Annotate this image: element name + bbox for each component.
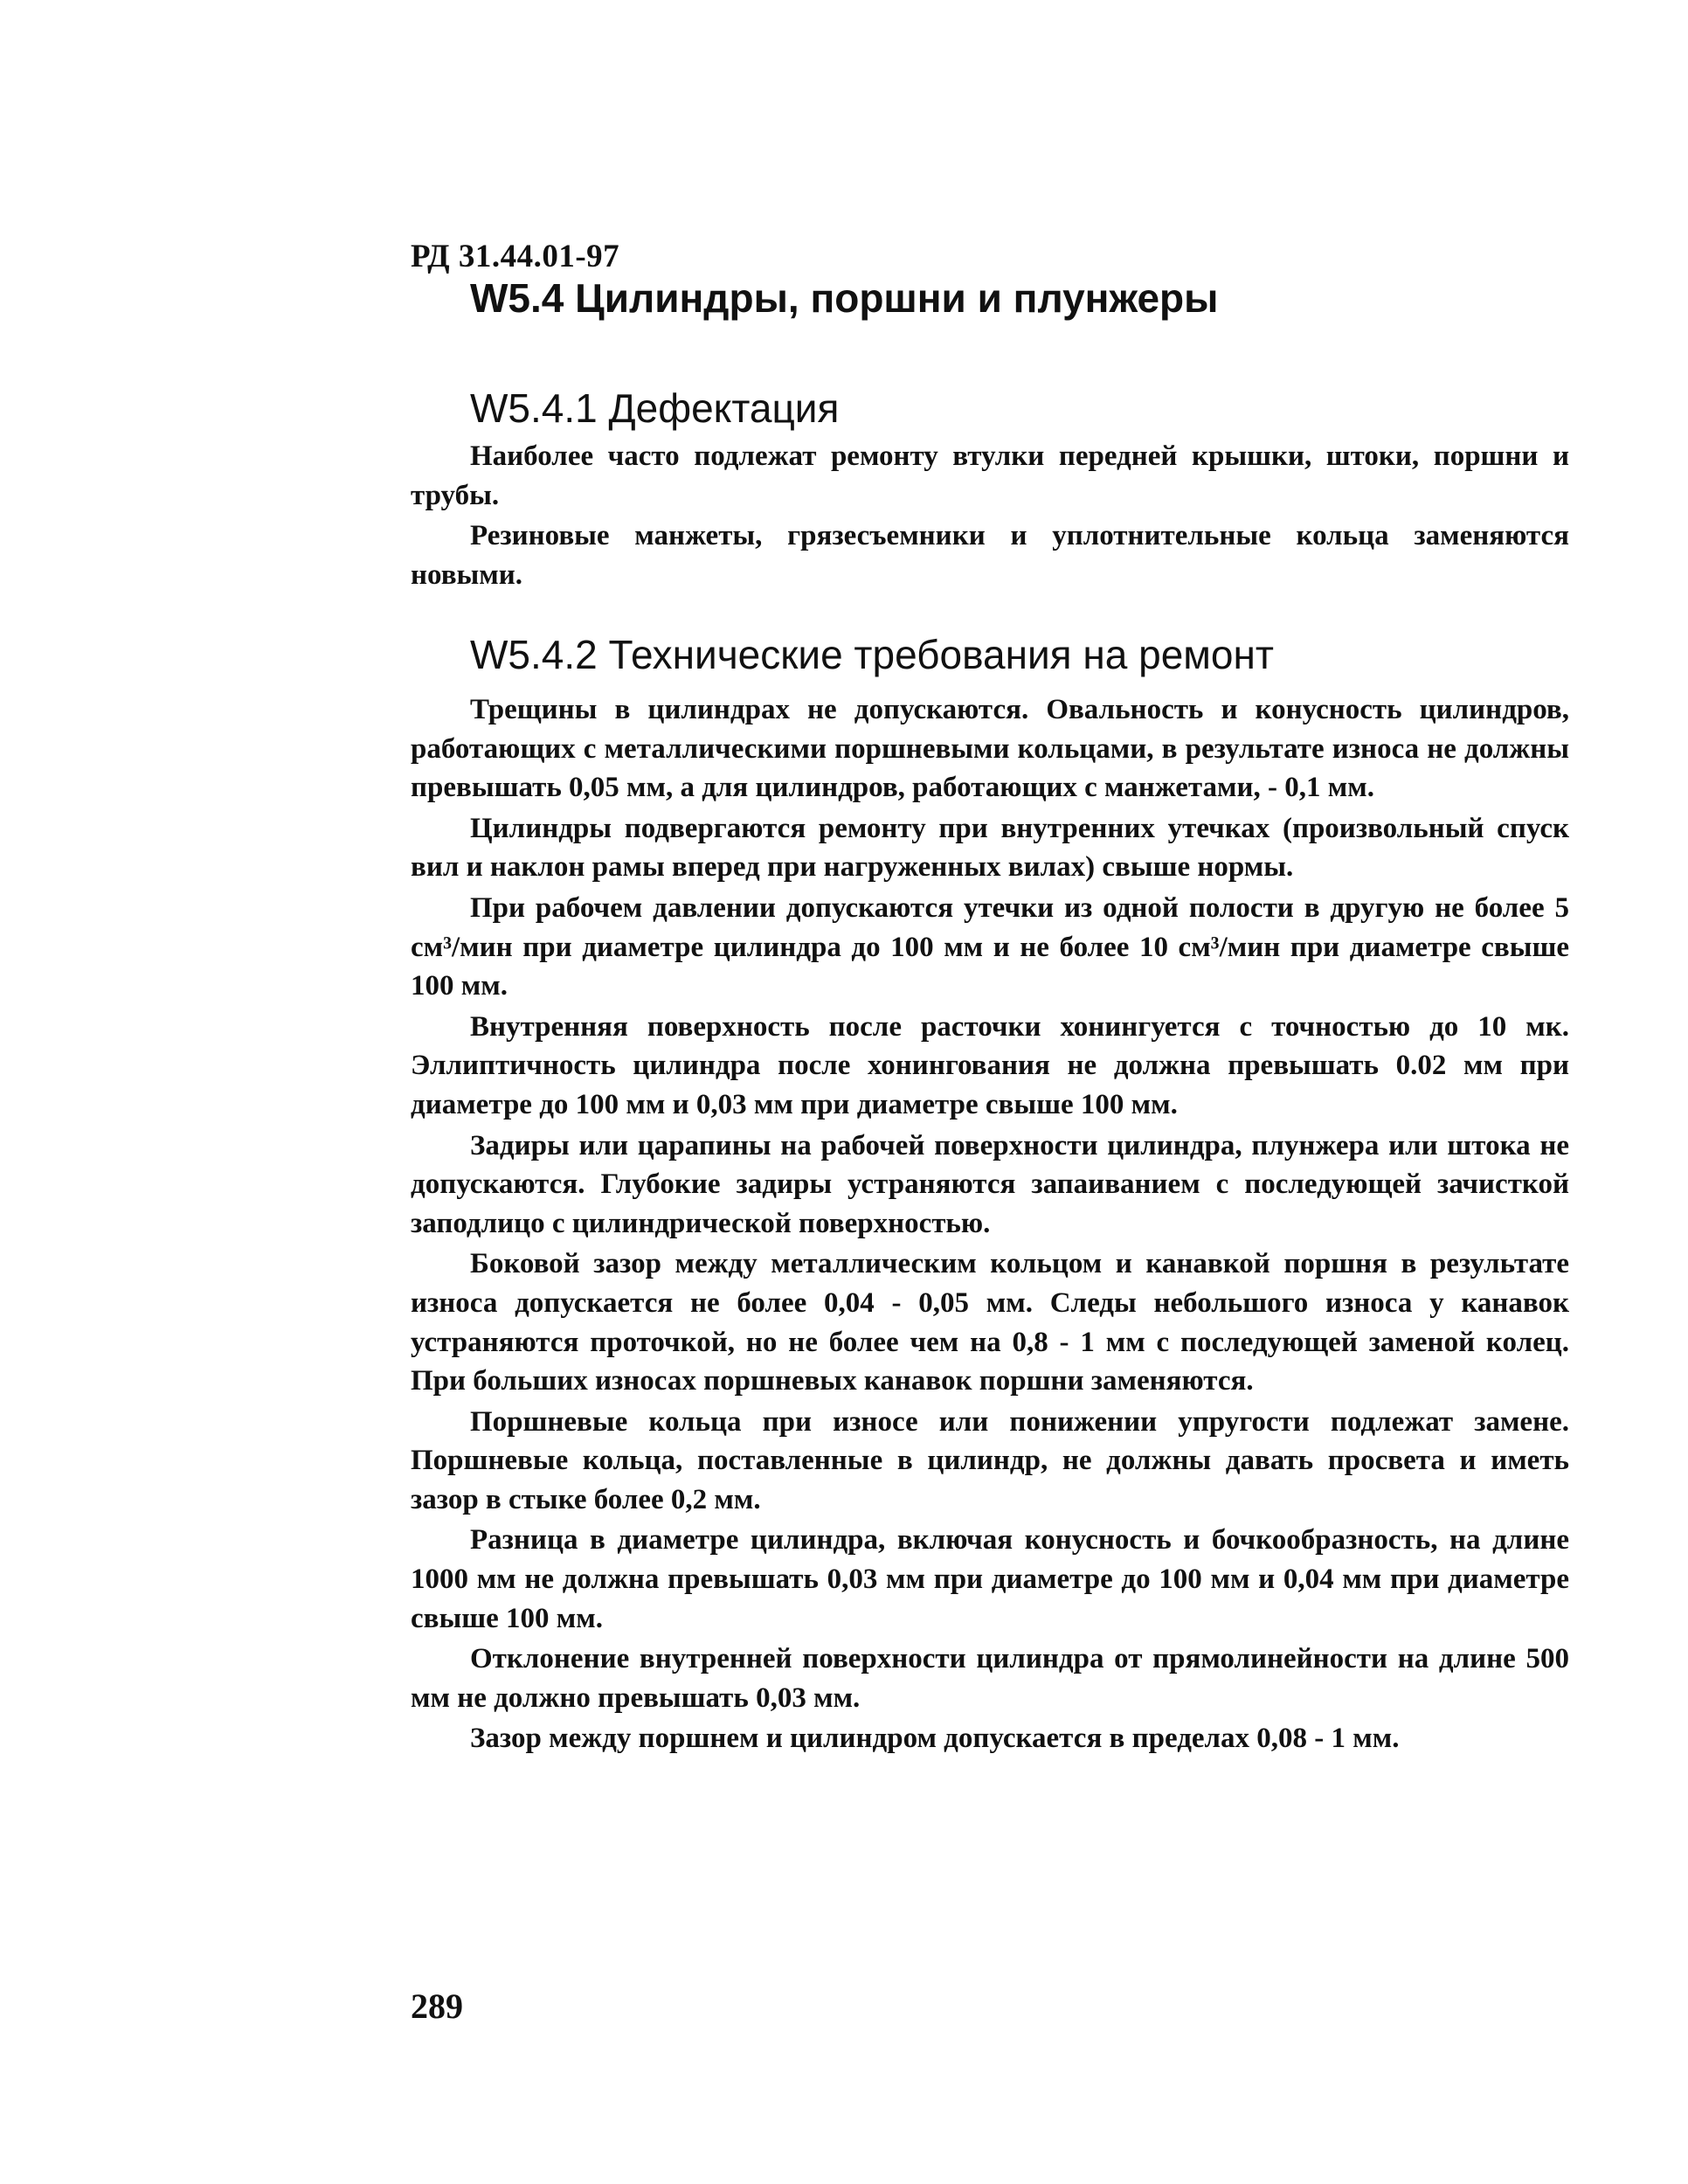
paragraph: Задиры или царапины на рабочей поверхности цилиндра, плунжера или штока не допускаются. Глубокие задиры устраняются запаиванием с последующей зачисткой заподлицо с цилиндрической поверхностью. bbox=[411, 1129, 1569, 1239]
paragraph: Цилиндры подвергаются ремонту при внутренних утечках (произвольный спуск вил и наклон рамы вперед при нагруженных вилах) свыше нормы. bbox=[411, 812, 1569, 884]
subsection-body-defect bbox=[411, 437, 1569, 596]
paragraph: Поршневые кольца при износе или понижении упругости подлежат замене. Поршневые кольца, поставленные в цилиндр, не должны давать просвета и иметь зазор в стыке более 0,2 мм. bbox=[411, 1405, 1569, 1515]
document-code: РД 31.44.01-97 bbox=[411, 239, 620, 274]
paragraph: Боковой зазор между металлическим кольцом и канавкой поршня в результате износа допускается не более 0,04 - 0,05 мм. Следы небольшого износа у канавок устраняются проточкой, но не более чем на 0,8 - 1 мм с последующей заменой колец. При больших износах поршневых канавок поршни заменяются. bbox=[411, 1248, 1569, 1397]
subsection-title-defect: W5.4.1 Дефектация bbox=[470, 385, 840, 431]
subsection-body-requirements bbox=[411, 690, 1569, 1760]
paragraph: Зазор между поршнем и цилиндром допускается в пределах 0,08 - 1 мм. bbox=[470, 1723, 1400, 1755]
paragraph: Внутренняя поверхность после расточки хонингуется с точностью до 10 мк. Эллиптичность цилиндра после хонингования не должна превышать 0.02 мм при диаметре до 100 мм и 0,03 мм при диаметре свыше 100 мм. bbox=[411, 1010, 1569, 1120]
paragraph: Резиновые манжеты, грязесъемники и уплотнительные кольца заменяются новыми. bbox=[411, 520, 1569, 591]
page-number: 289 bbox=[411, 1986, 463, 2026]
paragraph: Отклонение внутренней поверхности цилиндра от прямолинейности на длине 500 мм не должно превышать 0,03 мм. bbox=[411, 1643, 1569, 1714]
section-title: W5.4 Цилиндры, поршни и плунжеры bbox=[470, 275, 1219, 321]
subsection-title-requirements: W5.4.2 Технические требования на ремонт bbox=[470, 632, 1274, 677]
paragraph: При рабочем давлении допускаются утечки из одной полости в другую не более 5 см³/мин при диаметре цилиндра до 100 мм и не более 10 см³/мин при диаметре свыше 100 мм. bbox=[411, 891, 1569, 1002]
paragraph: Разница в диаметре цилиндра, включая конусность и бочкообразность, на длине 1000 мм не должна превышать 0,03 мм при диаметре до 100 мм и 0,04 мм при диаметре свыше 100 мм. bbox=[411, 1524, 1569, 1634]
paragraph: Наиболее часто подлежат ремонту втулки передней крышки, штоки, поршни и трубы. bbox=[411, 440, 1569, 511]
paragraph: Трещины в цилиндрах не допускаются. Овальность и конусность цилиндров, работающих с металлическими поршневыми кольцами, в результате износа не должны превышать 0,05 мм, а для цилиндров, работающих с манжетами, - 0,1 мм. bbox=[411, 694, 1569, 804]
